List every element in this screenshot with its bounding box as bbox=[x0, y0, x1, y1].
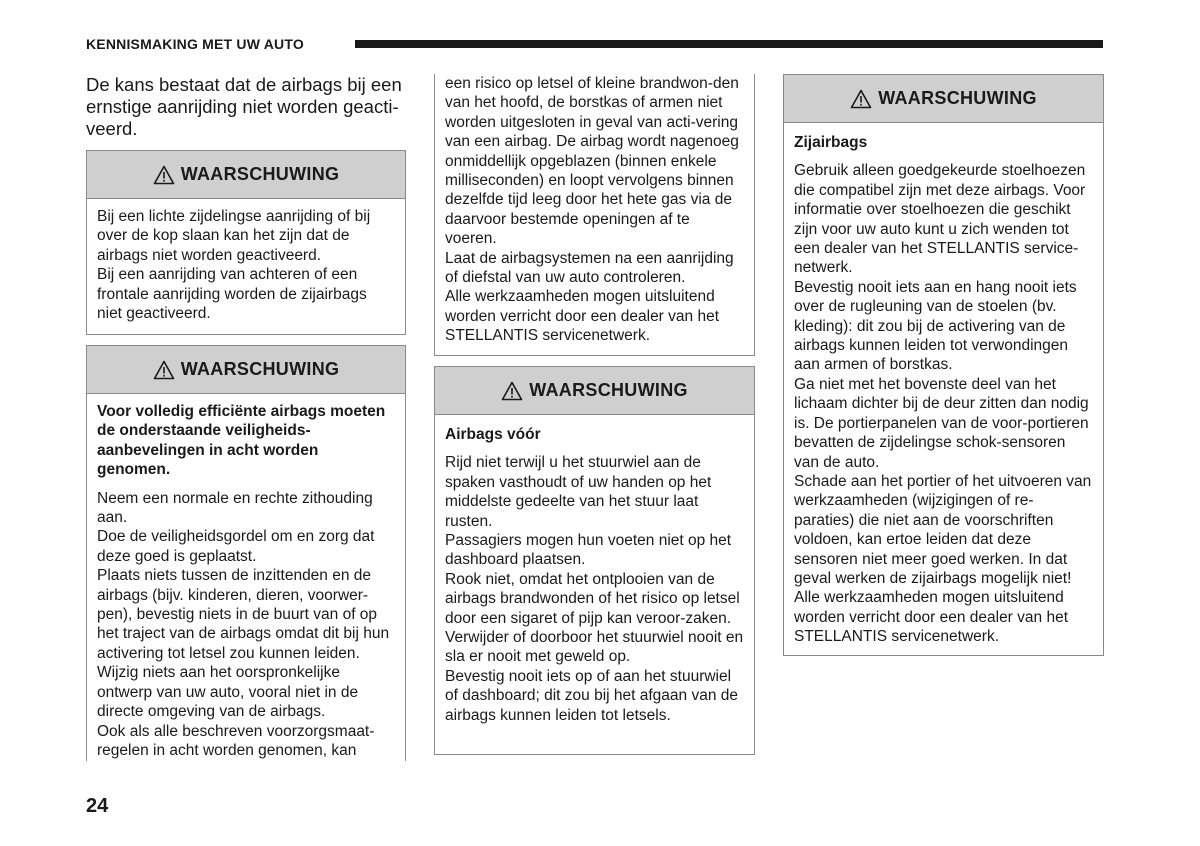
paragraph: Bevestig nooit iets op of aan het stuurwiel of dashboard; dit zou bij het afgaan van de airbags kunnen leiden tot letsels. bbox=[445, 667, 738, 724]
paragraph: Laat de airbagsystemen na een aanrijding of diefstal van uw auto controleren. bbox=[445, 249, 734, 287]
warning-body bbox=[87, 199, 405, 323]
bold-lead: Voor volledig efficiënte airbags moeten de onderstaande veiligheids-aanbevelingen in acht worden genomen. bbox=[97, 403, 386, 479]
header-rule bbox=[355, 40, 1103, 48]
paragraph: Neem een normale en rechte zithouding aan. bbox=[97, 489, 373, 527]
paragraph: Bevestig nooit iets aan en hang nooit iets over de rugleuning van de stoelen (bv. kleding): dit zou bij de activering van de airbags kunnen leiden tot verwondingen aan armen of borstkas. bbox=[794, 278, 1077, 374]
warning-triangle-icon bbox=[153, 165, 175, 185]
warning-body bbox=[87, 394, 405, 760]
section-title: KENNISMAKING MET UW AUTO bbox=[86, 36, 304, 52]
warning-triangle-icon bbox=[850, 89, 872, 109]
paragraph: Plaats niets tussen de inzittenden en de airbags (bijv. kinderen, dieren, voorwer-pen), bevestig niets in de buurt van of op het traject van de airbags omdat dit bij hun activering tot letsel zou kunnen leiden. bbox=[97, 567, 390, 662]
paragraph: Bij een lichte zijdelingse aanrijding of bij over de kop slaan kan het zijn dat de airbags niet worden geactiveerd. bbox=[97, 208, 371, 264]
paragraph: Gebruik alleen goedgekeurde stoelhoezen die compatibel zijn met deze airbags. Voor informatie over stoelhoezen die geschikt zijn voor uw auto kunt u zich wenden tot een dealer van het STELLANTIS service-netwerk. bbox=[794, 162, 1086, 277]
paragraph: Rijd niet terwijl u het stuurwiel aan de spaken vasthoudt of uw handen op het middelste gedeelte van het stuur laat rusten. bbox=[445, 454, 712, 530]
subheading: Zijairbags bbox=[794, 134, 868, 151]
warning-header bbox=[87, 346, 405, 394]
paragraph: Ook als alle beschreven voorzorgsmaat-regelen in acht worden genomen, kan bbox=[97, 722, 375, 759]
warning-label: WAARSCHUWING bbox=[878, 88, 1037, 108]
warning-triangle-icon bbox=[153, 360, 175, 380]
warning-label: WAARSCHUWING bbox=[180, 359, 340, 379]
paragraph: een risico op letsel of kleine brandwon-den van het hoofd, de borstkas of armen niet worden uitgesloten in geval van acti-vering van een airbag. De airbag wordt nagenoeg onmiddellijk opgeblazen (binnen enkele milliseconden) en loopt vervolgens binnen dezelfde tijd leeg door het hete gas via de daarvoor bestemde openingen af te voeren. bbox=[445, 75, 739, 248]
warning-box-2 bbox=[86, 345, 406, 761]
warning-triangle-icon bbox=[501, 381, 523, 401]
warning-header bbox=[435, 367, 754, 415]
warning-label: WAARSCHUWING bbox=[180, 164, 340, 184]
page-number: 24 bbox=[86, 795, 109, 817]
paragraph: Rook niet, omdat het ontplooien van de airbags brandwonden of het risico op letsel door een sigaret of pijp kan veroor-zaken. bbox=[445, 570, 740, 627]
warning-box-side-airbags bbox=[783, 74, 1104, 656]
warning-box-front-airbags bbox=[434, 366, 755, 755]
intro-paragraph: De kans bestaat dat de airbags bij een ernstige aanrijding niet worden geacti-veerd. bbox=[86, 74, 402, 139]
paragraph: Bij een aanrijding van achteren of een frontale aanrijding worden de zijairbags niet geactiveerd. bbox=[97, 266, 367, 323]
subheading: Airbags vóór bbox=[445, 426, 541, 443]
warning-body bbox=[435, 415, 754, 725]
paragraph: Alle werkzaamheden mogen uitsluitend worden verricht door een dealer van het STELLANTIS servicenetwerk. bbox=[794, 589, 1068, 646]
paragraph: Verwijder of doorboor het stuurwiel nooit en sla er nooit met geweld op. bbox=[445, 629, 744, 666]
paragraph: Wijzig niets aan het oorspronkelijke ontwerp van uw auto, vooral niet in de directe omgeving van de airbags. bbox=[97, 664, 359, 721]
paragraph: Doe de veiligheidsgordel om en zorg dat deze goed is geplaatst. bbox=[97, 528, 375, 565]
paragraph: Schade aan het portier of het uitvoeren van werkzaamheden (wijzigingen of re-paraties) die niet aan de voorschriften voldoen, kan ertoe leiden dat deze sensoren niet meer goed werken. In dat geval werken de zijairbags mogelijk niet! bbox=[794, 472, 1092, 587]
warning-label: WAARSCHUWING bbox=[529, 380, 688, 400]
paragraph: Ga niet met het bovenste deel van het lichaam dichter bij de deur zitten dan nodig is. De portierpanelen van de voor-portieren bevatten de zijdelingse schok-sensoren van de auto. bbox=[794, 375, 1089, 471]
warning-header bbox=[87, 151, 405, 199]
paragraph: Alle werkzaamheden mogen uitsluitend worden verricht door een dealer van het STELLANTIS servicenetwerk. bbox=[445, 288, 719, 345]
warning-header bbox=[784, 75, 1103, 123]
warning-body bbox=[784, 123, 1103, 647]
warning-box-continuation bbox=[434, 74, 755, 356]
warning-box-1 bbox=[86, 150, 406, 335]
paragraph: Passagiers mogen hun voeten niet op het dashboard plaatsen. bbox=[445, 532, 732, 569]
continuation-body bbox=[435, 74, 754, 346]
